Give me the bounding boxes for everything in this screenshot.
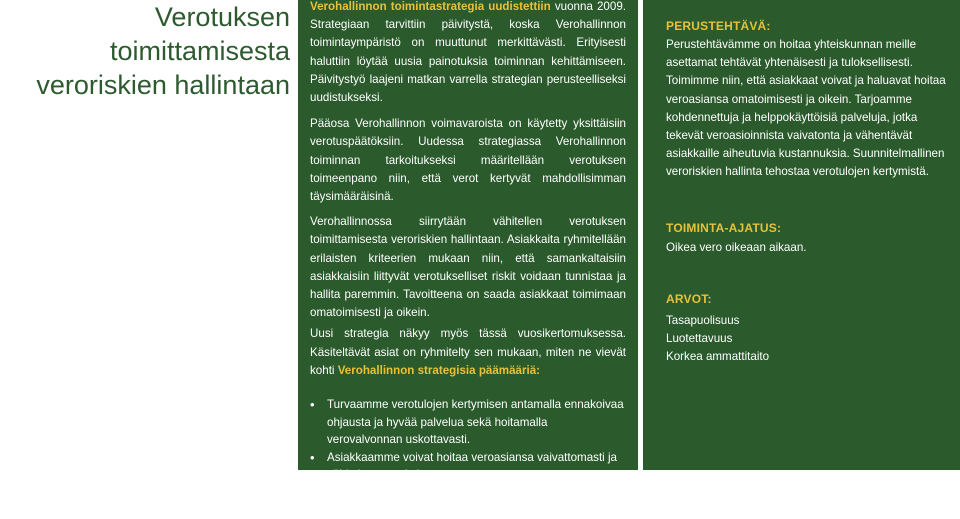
- intro-rest: vuonna 2009. Strategiaan tarvittiin päivitystä, koska Verohallinnon toimintaympäristö on muuttunut merkittävästi. Erityisesti haluttiin löytää uusia painotuksia toiminnan kehittämiseen. Päivitystyö laajeni matkan varrella strategian perusteelliseksi uudistukseksi.: [310, 0, 626, 105]
- list-item-text: Asiakkaamme voivat hoitaa veroasiansa vaivattomasti ja vähin kustannuksin.: [327, 450, 617, 482]
- idea-heading: TOIMINTA-AJATUS:: [666, 220, 782, 235]
- strategic-goals-list: [310, 396, 626, 519]
- values-heading: ARVOT:: [666, 291, 712, 306]
- bullet-icon: •: [310, 502, 315, 518]
- list-item: [310, 502, 626, 519]
- sidebar: [643, 0, 960, 470]
- paragraph-3: Verohallinnossa siirrytään vähitellen verotuksen toimittamisesta veroriskien hallintaan. Asiakkaita ryhmitellään erilaisten kriteerien mukaan niin, että samankaltaisiin asiakkaisiin liittyvät verotukselliset riskit voidaan tunnistaa ja hallita paremmin. Tavoitteena on saada asiakkaat toimimaan omatoimisesti ja oikein.: [310, 215, 626, 320]
- value-item: Korkea ammattitaito: [666, 350, 770, 364]
- page-title: [36, 0, 290, 102]
- values-list: [666, 312, 950, 367]
- idea-text: Oikea vero oikeaan aikaan.: [666, 240, 807, 254]
- paragraph-2: Pääosa Verohallinnon voimavaroista on käytetty yksittäisiin verotuspäätöksiin. Uudessa strategiassa Verohallinnon toiminnan tarkoitukseksi määritellään verotuksen toimeenpano niin, että verot kertyvät mahdollisimman täysimääräisinä.: [310, 117, 626, 204]
- mission-heading: PERUSTEHTÄVÄ:: [666, 19, 771, 33]
- list-item: [310, 449, 626, 484]
- intro-lead: Verohallinnon toimintastrategia uudistettiin: [310, 0, 551, 13]
- list-item: [310, 396, 626, 449]
- bullet-icon: •: [310, 485, 315, 501]
- page-title-line-3: veroriskien hallintaan: [36, 70, 290, 100]
- mission-text: Perustehtävämme on hoitaa yhteiskunnan meille asettamat tehtävät yhtenäisesti ja tuloksellisesti. Toimimme niin, että asiakkaat voivat ja haluavat hoitaa veroasiansa omatoimisesti ja oikein. Tarjoamme kohdennettuja ja helppokäyttöisiä palveluja, jotka tekevät veroasioinnista vaivatonta ja vähentävät asiakkaille aiheutuvia kustannuksia. Suunnitelmallinen veroriskien hallinta tehostaa verotulojen kertymistä.: [666, 38, 946, 179]
- title-panel: [0, 0, 298, 470]
- paragraph-4-text: Uusi strategia näkyy myös tässä vuosikertomuksessa. Käsiteltävät asiat on ryhmitelty sen mukaan, miten ne vievät kohti: [310, 327, 626, 377]
- list-item: [310, 484, 626, 502]
- main-column: [298, 0, 638, 518]
- strategic-goals-link-text: Verohallinnon strategisia päämääriä:: [337, 363, 541, 377]
- bullet-icon: •: [310, 449, 315, 465]
- list-item-text: Turvaamme verotulojen kertymisen antamalla ennakoivaa ohjausta ja hyvää palvelua sekä hoitamalla verovalvonnan uskottavasti.: [327, 398, 624, 447]
- value-item: Luotettavuus: [666, 332, 733, 346]
- page-title-line-2: toimittamisesta: [109, 36, 290, 66]
- page-title-line-1: Verotuksen: [154, 2, 290, 32]
- paragraph-4: [310, 325, 626, 380]
- value-item: Tasapuolisuus: [666, 313, 740, 327]
- intro-paragraph: [310, 0, 626, 107]
- list-item-text: Toimimme tuottavasti ja taloudellisesti.: [327, 486, 525, 500]
- list-item-text: Olemme uudistumiskykyinen organisaatio.: [327, 503, 545, 517]
- bullet-icon: •: [310, 397, 315, 413]
